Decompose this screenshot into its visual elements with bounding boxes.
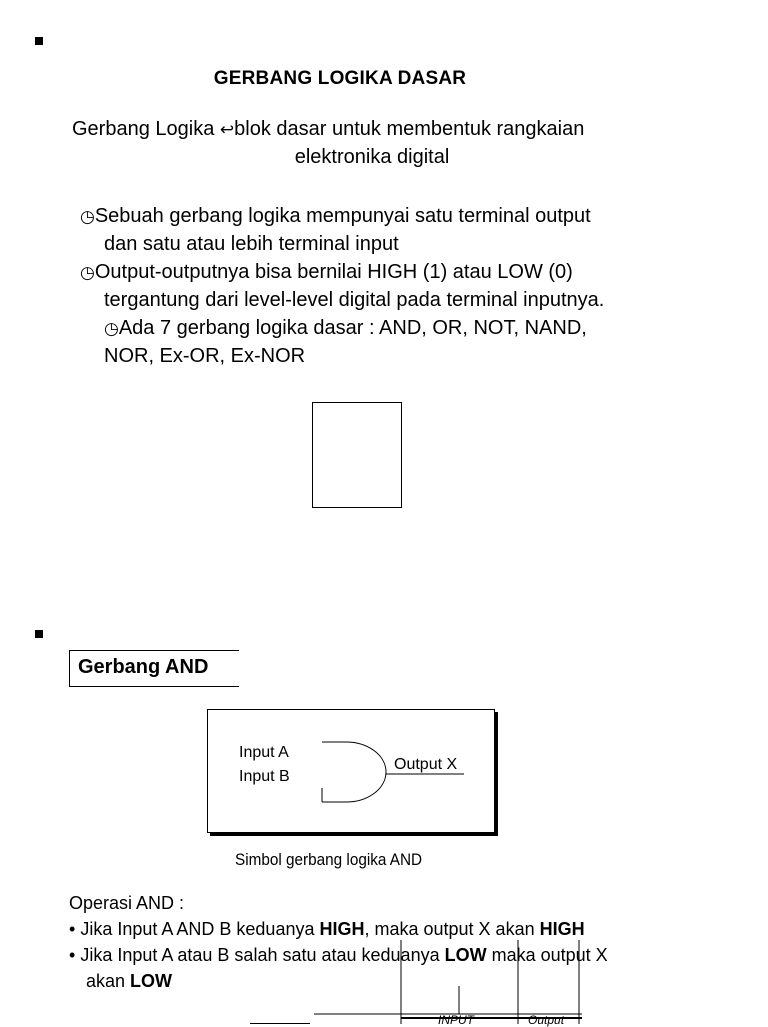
- rule-1: [69, 916, 585, 942]
- rule-1-high-2: HIGH: [539, 919, 585, 939]
- intro-line-2: elektronika digital: [294, 146, 450, 168]
- diagram-caption: Simbol gerbang logika AND: [235, 850, 423, 869]
- and-gate-diagram: [207, 709, 495, 833]
- table-output-header: Output: [528, 1013, 565, 1027]
- point-3-line-2: NOR, Ex-OR, Ex-NOR: [104, 345, 306, 367]
- rule-bullet: •: [69, 945, 76, 965]
- slide-bullet-square: [35, 37, 43, 45]
- intro-line-1: [72, 115, 584, 144]
- point-2-line-1: Output-outputnya bisa bernilai HIGH (1) atau LOW (0): [94, 261, 573, 283]
- rule-2-text-d: akan: [86, 971, 131, 991]
- rule-1-high-1: HIGH: [319, 919, 365, 939]
- arrow-icon: ↩: [219, 120, 235, 140]
- operasi-title: Operasi AND :: [69, 893, 185, 913]
- rule-bullet: •: [69, 919, 76, 939]
- point-1-line-2: dan satu atau lebih terminal input: [104, 233, 399, 255]
- slide-bullet-square: [35, 630, 43, 638]
- section-title-box: [69, 650, 239, 687]
- rule-2-low-1: LOW: [444, 945, 487, 965]
- rule-2-text-c: maka output X: [486, 945, 608, 965]
- clock-icon: ◷: [80, 207, 95, 227]
- empty-placeholder-box: [312, 402, 402, 508]
- table-input-header: INPUT: [438, 1013, 474, 1027]
- clock-icon: ◷: [80, 263, 95, 283]
- section-title: Gerbang AND: [78, 656, 209, 678]
- point-1: [80, 202, 591, 231]
- rule-1-text-a: Jika Input A AND B keduanya: [80, 919, 320, 939]
- point-3: [104, 314, 587, 343]
- page-title: GERBANG LOGIKA DASAR: [213, 68, 467, 89]
- input-b-label: Input B: [239, 768, 290, 785]
- point-2: [80, 258, 573, 287]
- input-a-label: Input A: [239, 744, 289, 761]
- point-3-line-1: Ada 7 gerbang logika dasar : AND, OR, NOT, NAND,: [118, 317, 587, 339]
- rule-1-text-c: , maka output X akan: [364, 919, 540, 939]
- point-1-line-1: Sebuah gerbang logika mempunyai satu terminal output: [94, 205, 591, 227]
- rule-2-low-2: LOW: [130, 971, 173, 991]
- clock-icon: ◷: [104, 319, 119, 339]
- intro-rest: blok dasar untuk membentuk rangkaian: [234, 118, 585, 140]
- intro-prefix: Gerbang Logika: [72, 118, 215, 140]
- and-gate-body: [322, 742, 386, 802]
- output-label: Output X: [394, 756, 458, 773]
- rule-2-text-a: Jika Input A atau B salah satu atau keduanya: [80, 945, 445, 965]
- truth-table-partial: [0, 940, 768, 1027]
- truth-table-lines: [0, 940, 768, 1024]
- point-2-line-2: tergantung dari level-level digital pada terminal inputnya.: [104, 289, 605, 311]
